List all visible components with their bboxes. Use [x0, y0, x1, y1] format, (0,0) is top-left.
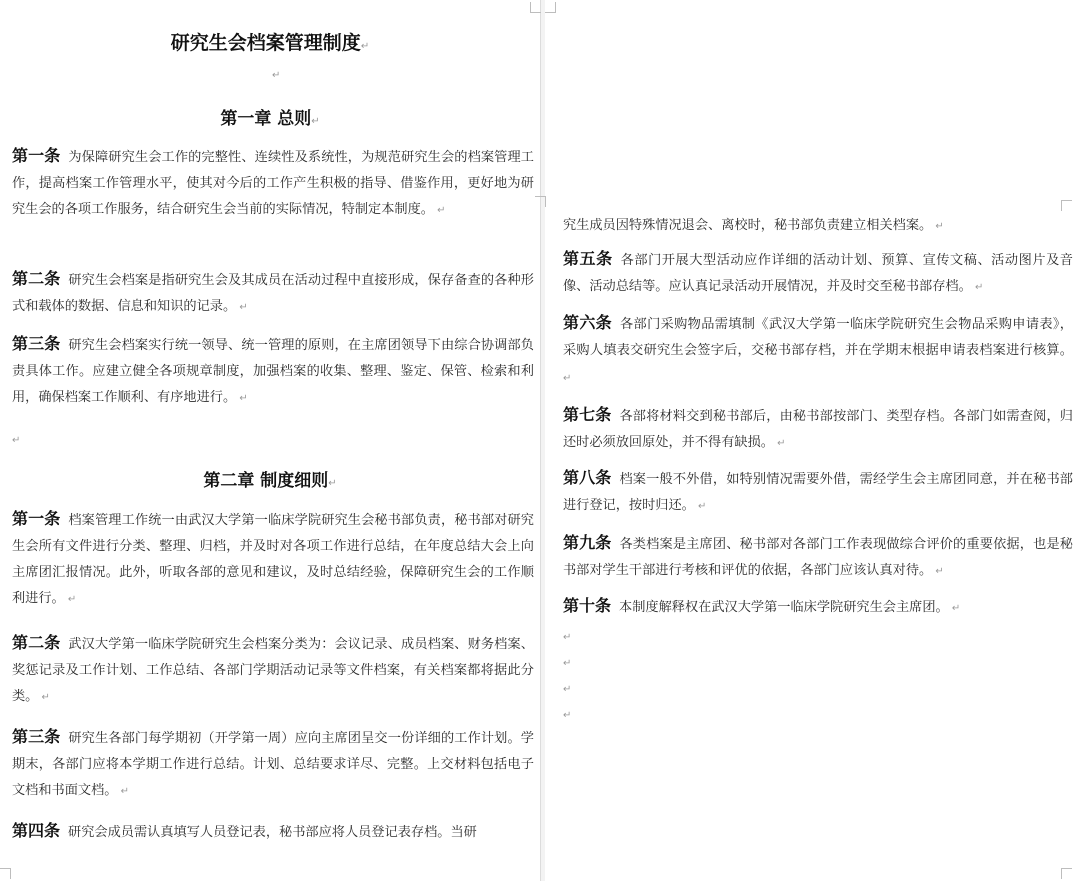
article-text: 各部门采购物品需填制《武汉大学第一临床学院研究生会物品采购申请表》，采购人填表交研究生会签字后，交秘书部存档，并在学期末根据申请表档案进行核算。 [563, 317, 1073, 358]
crop-mark [545, 2, 556, 13]
article-number: 第十条 [563, 596, 612, 615]
article-number: 第一条 [12, 509, 61, 528]
ch2-article-10 [563, 593, 1073, 622]
article-number: 第五条 [563, 249, 613, 268]
article-text: 研究生会档案是指研究生会及其成员在活动过程中直接形成，保存备查的各种形式和载体的数据、信息和知识的记录。 [12, 273, 534, 314]
ch1-article-1 [12, 143, 534, 224]
crop-mark [0, 868, 11, 879]
article-number: 第六条 [563, 313, 613, 332]
article-text: 武汉大学第一临床学院研究生会档案分类为：会议记录、成员档案、财务档案、奖惩记录及工作计划、工作总结、各部门学期活动记录等文件档案，有关档案都将据此分类。 [12, 637, 534, 704]
ch2-article-1 [12, 506, 534, 613]
chapter-1-heading [0, 104, 540, 129]
crop-mark [1061, 200, 1072, 211]
ch2-article-8 [563, 465, 1073, 520]
paragraph-mark-icon: ↵ [434, 205, 446, 216]
paragraph-mark-icon: ↵ [328, 478, 337, 489]
ch1-article-3 [12, 331, 534, 412]
ch2-article-3 [12, 724, 534, 805]
paragraph-mark-icon: ↵ [12, 435, 21, 446]
article-number: 第二条 [12, 269, 61, 288]
article-text: 究生成员因特殊情况退会、离校时，秘书部负责建立相关档案。 [563, 218, 933, 233]
right-page [545, 0, 1080, 881]
document-title-text: 研究生会档案管理制度 [170, 32, 361, 54]
paragraph-mark-icon: ↵ [236, 302, 248, 313]
paragraph-mark-icon: ↵ [774, 438, 786, 449]
crop-mark [530, 2, 541, 13]
ch2-article-6 [563, 310, 1073, 392]
article-number: 第一条 [12, 146, 61, 165]
paragraph-mark-icon: ↵ [236, 393, 248, 404]
article-number: 第八条 [563, 468, 612, 487]
chapter-2-heading [0, 466, 540, 491]
paragraph-mark-icon: ↵ [971, 282, 984, 293]
ch1-article-2 [12, 266, 534, 321]
paragraph-mark-icon: ↵ [563, 373, 572, 384]
paragraph-mark-icon: ↵ [360, 41, 370, 52]
paragraph-mark-icon: ↵ [311, 116, 320, 127]
paragraph-mark-icon: ↵ [563, 658, 572, 669]
paragraph-mark-icon: ↵ [932, 566, 944, 577]
article-text: 研究会成员需认真填写人员登记表，秘书部应将人员登记表存档。当研 [68, 825, 477, 840]
article-text: 各类档案是主席团、秘书部对各部门工作表现做综合评价的重要依据，也是秘书部对学生干部进行考核和评优的依据，各部门应该认真对待。 [563, 537, 1073, 578]
chapter-1-heading-text: 第一章 总则 [220, 109, 312, 129]
article-text: 研究生各部门每学期初（开学第一周）应向主席团呈交一份详细的工作计划。学期末，各部门应将本学期工作进行总结。计划、总结要求详尽、完整。上交材料包括电子文档和书面文档。 [12, 731, 534, 798]
article-number: 第七条 [563, 405, 612, 424]
article-text: 本制度解释权在武汉大学第一临床学院研究生会主席团。 [619, 600, 949, 615]
article-number: 第三条 [12, 727, 61, 746]
paragraph-mark-icon: ↵ [38, 692, 50, 703]
ch2-article-2 [12, 630, 534, 711]
paragraph-mark-icon: ↵ [563, 632, 572, 643]
article-number: 第二条 [12, 633, 61, 652]
ch2-article-5 [563, 246, 1073, 301]
paragraph-mark-icon: ↵ [117, 786, 130, 797]
article-text: 研究生会档案实行统一领导、统一管理的原则，在主席团领导下由综合协调部负责具体工作。应建立健全各项规章制度，加强档案的收集、整理、鉴定、保管、检索和利用，确保档案工作顺利、有序地进行。 [12, 338, 534, 405]
crop-mark [535, 196, 546, 207]
article-text: 各部门开展大型活动应作详细的活动计划、预算、宣传文稿、活动图片及音像、活动总结等。应认真记录活动开展情况，并及时交至秘书部存档。 [563, 253, 1073, 294]
chapter-2-heading-text: 第二章 制度细则 [203, 471, 329, 491]
document-title [0, 28, 540, 55]
article-text: 各部将材料交到秘书部后，由秘书部按部门、类型存档。各部门如需查阅，归还时必须放回原处，并不得有缺损。 [563, 409, 1073, 450]
article-text: 档案管理工作统一由武汉大学第一临床学院研究生会秘书部负责，秘书部对研究生会所有文件进行分类、整理、归档，并及时对各项工作进行总结，在年度总结大会上向主席团汇报情况。此外，听取各部的意见和建议，及时总结经验，保障研究生会的工作顺利进行。 [12, 513, 534, 606]
paragraph-mark-icon: ↵ [64, 594, 77, 605]
article-number: 第三条 [12, 334, 61, 353]
paragraph-mark-icon: ↵ [694, 501, 707, 512]
ch2-article-7 [563, 402, 1073, 457]
paragraph-mark-icon: ↵ [932, 221, 944, 232]
article-number: 第九条 [563, 533, 612, 552]
paragraph-mark-icon: ↵ [563, 684, 572, 695]
article-number: 第四条 [12, 821, 61, 840]
article-text: 为保障研究生会工作的完整性、连续性及系统性，为规范研究生会的档案管理工作，提高档案工作管理水平，使其对今后的工作产生积极的指导、借鉴作用，更好地为研究生会的各项工作服务，结合研究生会当前的实际情况，特制定本制度。 [12, 150, 534, 217]
ch2-article-4-continued [563, 213, 1073, 240]
paragraph-mark-icon: ↵ [563, 710, 572, 721]
article-text: 档案一般不外借，如特别情况需要外借，需经学生会主席团同意，并在秘书部进行登记，按时归还。 [563, 472, 1073, 513]
crop-mark [1061, 868, 1072, 879]
ch2-article-9 [563, 530, 1073, 585]
paragraph-mark-icon: ↵ [948, 603, 961, 614]
ch2-article-4 [12, 818, 534, 846]
paragraph-mark-icon: ↵ [272, 70, 281, 81]
